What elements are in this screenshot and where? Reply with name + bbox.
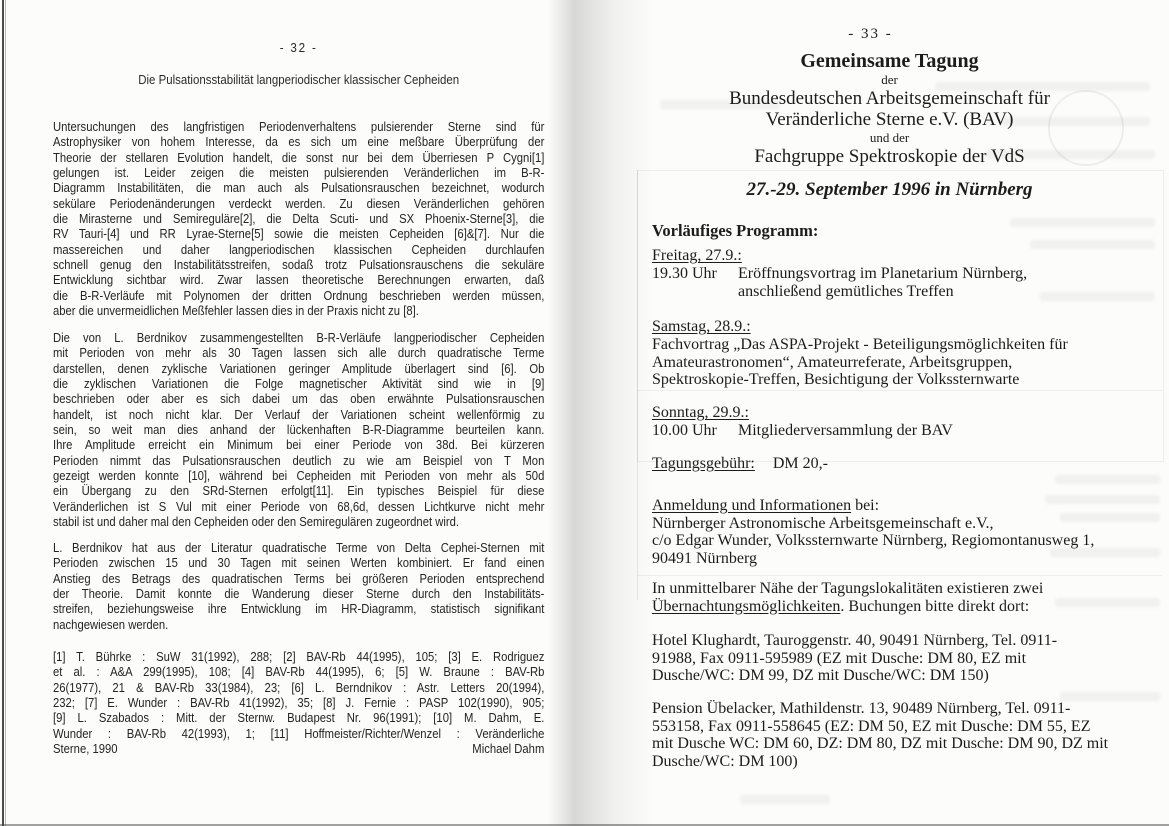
text-line: Entwicklung sichtbar wird. Zwar lassen theoretische Berechnungen erwarten, daß — [53, 273, 545, 288]
text-line: Veränderlichen ist S Vul mit einer Periode von 68,6d, dessen Lichtkurve nicht mehr — [53, 499, 545, 514]
text-line: Hotel Klughardt, Tauroggenstr. 40, 90491 Nürnberg, Tel. 0911- — [652, 632, 1058, 649]
text-line: anschließend gemütliches Treffen — [738, 282, 954, 300]
page-number-right: - 33 - — [848, 26, 893, 42]
text-line: Perioden zwischen 15 und 30 Tagen mit seinen Werten kombiniert. Er fand einen — [53, 556, 545, 571]
organization-line: Bundesdeutschen Arbeitsgemeinschaft für — [729, 88, 1050, 109]
text-line: et al. : A&A 299(1995), 108; [4] BAV-Rb 44(1995), 6; [5] W. Braune : BAV-Rb — [53, 665, 545, 680]
accommodation-intro-line — [652, 598, 1127, 616]
fee-label: Tagungsgebühr: — [652, 455, 755, 472]
page-number-left: - 32 - — [279, 40, 318, 55]
text-line: 232; [7] E. Wunder : BAV-Rb 41(1992), 35; [8] J. Fernie : PASP 102(1990), 905; — [53, 696, 545, 711]
header-connector: und der — [869, 130, 910, 145]
right-page — [652, 0, 1127, 800]
schedule-row — [652, 422, 1127, 440]
text-line: gezeigt werden konnte [10], während bei Cepheiden mit Perioden von mehr als 50d — [53, 469, 545, 484]
scan-left-edge — [2, 0, 4, 826]
text-line: der Theorie. Damit konnte die Wanderung dieser Sterne durch den Instabilitäts- — [53, 587, 545, 602]
schedule-time: 10.00 Uhr — [652, 422, 717, 439]
text-line: Amateurastronomen“, Amateurreferate, Arbeitsgruppen, — [652, 353, 1013, 371]
text-line: Spektroskopie-Treffen, Besichtigung der Volkssternwarte — [652, 371, 1020, 388]
text-line: aber die unvermeidlichen Meßfehler lassen dies in der Praxis nicht zu [8]. — [53, 304, 419, 319]
text-line: nachgewiesen werden. — [53, 617, 169, 632]
article-paragraph-3 — [53, 541, 544, 633]
text-line: [1] T. Bührke : SuW 31(1992), 288; [2] BAV-Rb 44(1995), 105; [3] E. Rodriguez — [53, 650, 545, 664]
page-gutter-shadow — [548, 0, 652, 826]
article-paragraph-1 — [53, 120, 544, 319]
left-page — [53, 0, 544, 800]
text-line: Dusche/WC: DM 100) — [652, 752, 798, 770]
text-line: sekülare Periodenänderungen verdeckt werden. Zu diesen Veränderlichen gehören — [53, 196, 545, 211]
text-line: 90491 Nürnberg — [652, 549, 758, 567]
text-line: Theorie der stellaren Evolution handelt, die sonst nur bei dem Überriesen P Cygni[1] — [53, 150, 545, 165]
text-line: Nürnberger Astronomische Arbeitsgemeinschaft e.V., — [652, 514, 994, 532]
references-tail: Sterne, 1990 — [53, 742, 118, 757]
text-line: L. Berdnikov hat aus der Literatur quadratische Terme von Delta Cephei-Sternen mit — [53, 541, 545, 555]
text-line: Pension Übelacker, Mathildenstr. 13, 90489 Nürnberg, Tel. 0911- — [652, 700, 1071, 717]
registration-block — [652, 497, 1127, 567]
schedule-description — [738, 265, 1127, 300]
day-heading: Freitag, 27.9.: — [652, 247, 742, 264]
schedule-description — [738, 422, 1127, 440]
registration-heading — [652, 497, 1127, 515]
text-line: 26(1977), 21 & BAV-Rb 33(1984), 23; [6] L. Berndnikov : Astr. Letters 20(1994), — [53, 680, 545, 695]
text-line: darstellen, denen zyklische Variationen geringer Amplitude überlagert sind [6]. Ob — [53, 361, 545, 376]
header-connector: der — [881, 72, 898, 87]
text-line: Untersuchungen des langfristigen Periodenverhaltens pulsierender Sterne sind für — [53, 120, 545, 134]
pension-uebelacker-info — [652, 700, 1127, 770]
references-last-line — [53, 742, 544, 757]
text-line: c/o Edgar Wunder, Volkssternwarte Nürnberg, Regiomontanusweg 1, — [652, 532, 1095, 549]
schedule-description — [652, 336, 1127, 389]
text-line: Astrophysiker von hohem Interesse, da es sich um eine meßbare Überprüfung der — [53, 135, 545, 150]
scan-left-edge-highlight — [5, 0, 6, 826]
program-day-sunday — [652, 404, 1127, 440]
hotel-klughardt-info — [652, 632, 1127, 685]
author-signature: Michael Dahm — [472, 742, 545, 757]
text-line: ein Übergang zu den SRd-Sternen erfolgt[11]. Ein typisches Beispiel für diese — [53, 484, 545, 499]
text-line: sein, so weit man dies anhand der lückenhaften B-R-Diagramme beurteilen kann. — [53, 423, 545, 438]
references-lines — [53, 650, 544, 742]
text-line: Perioden nimmt das Pulsationsrauschen deutlich zu wie am Beispiel von T Mon — [53, 453, 545, 468]
conference-fee — [652, 455, 828, 473]
text-line: Ihre Amplitude erreicht ein Minimum bei einer Periode von 38d. Bei kürzeren — [53, 438, 545, 453]
accommodation-keyword-underlined: Übernachtungsmöglichkeiten — [652, 597, 841, 615]
text-line: RV Tauri-[4] und RR Lyrae-Sterne[5] sowie die meisten Cepheiden [6]&[7]. Nur die — [53, 227, 545, 242]
program-day-saturday — [652, 318, 1127, 389]
text-line: Fachvortrag „Das ASPA-Projekt - Beteiligungsmöglichkeiten für — [652, 336, 1068, 353]
organization-line: Fachgruppe Spektroskopie der VdS — [754, 146, 1025, 167]
organization-line: Veränderliche Sterne e.V. (BAV) — [765, 109, 1014, 130]
text-line: mit Dusche WC: DM 60, DZ: DM 80, DZ mit Dusche: DM 90, DZ mit — [652, 735, 1109, 752]
accommodation-intro — [652, 580, 1127, 615]
text-line: 553158, Fax 0911-558645 (EZ: DM 50, EZ mit Dusche: DM 55, EZ — [652, 717, 1091, 735]
text-line: Die von L. Berdnikov zusammengestellten B-R-Verläufe langperiodischer Cepheiden — [53, 331, 545, 345]
accommodation-intro-rest: . Buchungen bitte direkt dort: — [840, 597, 1030, 615]
text-line: [9] L. Szabados : Mitt. der Sternw. Budapest Nr. 96(1991); [10] M. Dahm, E. — [53, 711, 545, 726]
registration-heading-rest: bei: — [851, 497, 880, 514]
accommodation-intro-line: In unmittelbarer Nähe der Tagungslokalitäten existieren zwei — [652, 580, 1044, 597]
text-line: die zyklischen Variationen die Folge magnetischer Aktivität sind wie in [9] — [53, 377, 545, 392]
article-title: Die Pulsationsstabilität langperiodischer klassischer Cepheiden — [138, 72, 460, 87]
program-day-friday — [652, 247, 1127, 300]
text-line: Diagramm Instabilitäten, die man auch als Pulsationsrauschen bezeichnet, wodurch — [53, 181, 545, 196]
program-heading: Vorläufiges Programm: — [652, 221, 819, 240]
day-heading: Samstag, 28.9.: — [652, 318, 751, 335]
text-line: handelt, ist noch nicht klar. Der Verlauf der Variationen scheint wellenförmig zu — [53, 407, 545, 422]
fee-value: DM 20,- — [772, 455, 828, 472]
text-line: Mitgliederversammlung der BAV — [738, 422, 953, 439]
text-line: schnell genug den Instabilitätsstreifen, sodaß trotz Pulsationsrauschens die sekuläre — [53, 258, 545, 273]
registration-address — [652, 515, 1127, 568]
text-line: Dusche/WC: DM 99, DZ mit Dusche/WC: DM 150) — [652, 667, 989, 684]
day-heading: Sonntag, 29.9.: — [652, 404, 749, 421]
article-paragraph-2 — [53, 331, 544, 530]
text-line: die Mirasterne und Semireguläre[2], die Delta Scuti- und SX Phoenix-Sterne[3], die — [53, 212, 545, 227]
text-line: die B-R-Verläufe mit Polynomen der dritten Ordnung beschrieben werden müssen, — [53, 288, 545, 303]
text-line: gelungen ist. Leider zeigen die meisten pulsierenden Veränderlichen im B-R- — [53, 166, 545, 181]
text-line: mit Perioden von mehr als 30 Tagen lassen sich alle durch quadratische Terme — [53, 346, 545, 361]
text-line: Anstieg des Betrags des quadratischen Terms bei größeren Perioden entsprechend — [53, 571, 545, 586]
text-line: Eröffnungsvortrag im Planetarium Nürnberg, — [738, 265, 1028, 282]
meeting-title: Gemeinsame Tagung — [800, 50, 979, 72]
references-block — [53, 650, 544, 757]
schedule-time: 19.30 Uhr — [652, 265, 717, 282]
registration-heading-underlined: Anmeldung und Informationen — [652, 497, 852, 514]
meeting-date-line: 27.-29. September 1996 in Nürnberg — [746, 179, 1033, 200]
meeting-announcement-header — [652, 50, 1127, 167]
text-line: streifen, beziehungsweise ihre Entwicklung im HR-Diagramm, statistisch signifikant — [53, 602, 545, 617]
text-line: Wunder : BAV-Rb 42(1993), 1; [11] Hoffmeister/Richter/Wenzel : Veränderliche — [53, 726, 545, 741]
text-line: 91988, Fax 0911-595989 (EZ mit Dusche: DM 80, EZ mit — [652, 649, 1027, 667]
schedule-row — [652, 265, 1127, 300]
text-line: stabil ist und daher mal den Cepheiden oder den Semiregulären zugeordnet wird. — [53, 515, 460, 530]
text-line: beschrieben oder aber es sich dabei um das oben erwähnte Pulsationsrauschen — [53, 392, 545, 407]
text-line: massereichen und daher langperiodischen klassischen Cepheiden durchlaufen — [53, 242, 545, 257]
